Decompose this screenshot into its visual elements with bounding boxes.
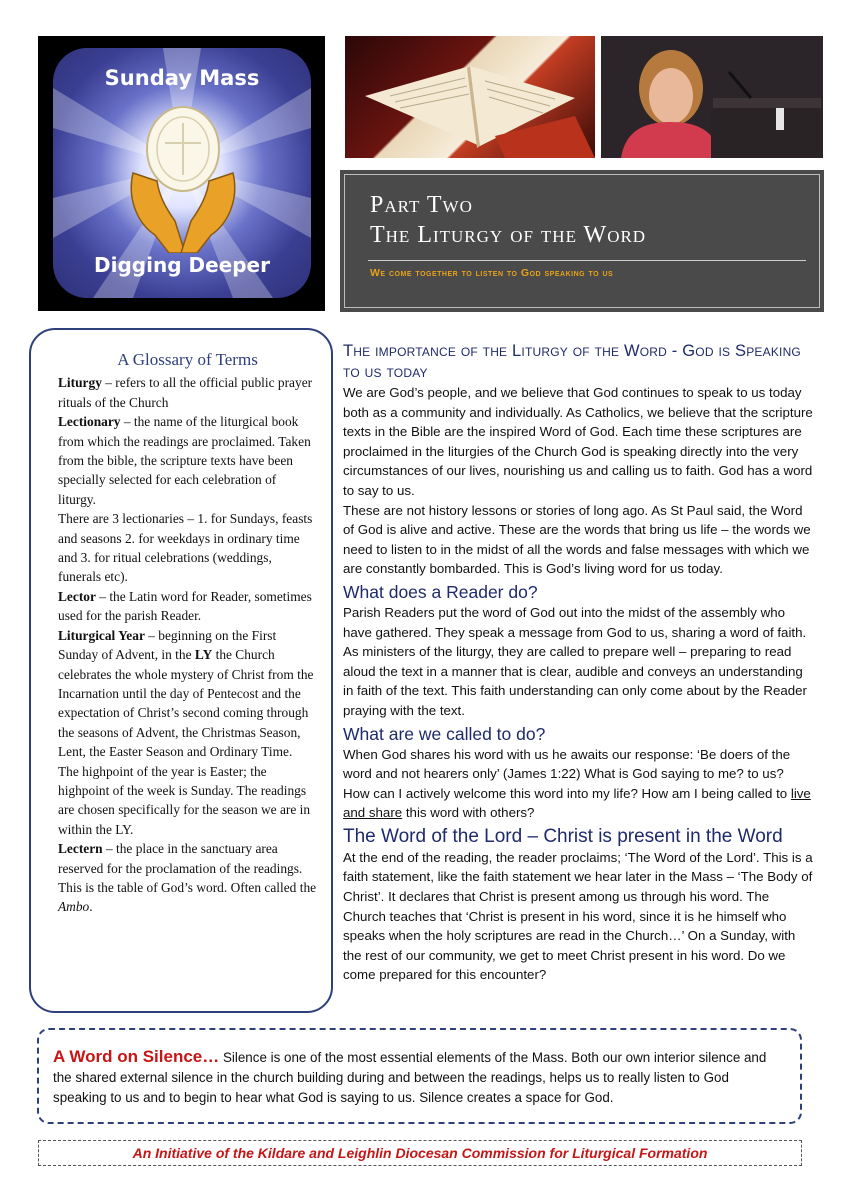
silence-body: Silence is one of the most essential elements of the Mass. Both our own interior silence and the shared external silence in the church building during and between the readings, helps us to really listen to God speaking to us and to begin to hear what God is saying to us. Silence creates a space for God.	[53, 1050, 767, 1105]
term-liturgical-year: Liturgical Year	[58, 627, 145, 643]
glossary-entry-liturgy	[58, 373, 317, 412]
reader-paragraph: Parish Readers put the word of God out into the midst of the assembly who have gathered. They speak a message from God to us, sharing a word of faith. As ministers of the liturgy, they are called to prepare well – preparing to read aloud the text in a manner that is clear, audible and conveys an understanding in faith of the text. This faith understanding can only come about by the Reader praying with the text.	[343, 604, 807, 718]
definition-liturgical-year-b: the Church celebrates the whole mystery of Christ from the Incarnation until the day of Pentecost and the expectation of Christ’s second coming through the seasons of Advent, the Christmas Season, Lent, the Easter Season and Ordinary Time.	[58, 647, 314, 760]
definition-liturgical-year-a: – beginning on the First Sunday of Advent, in the	[58, 627, 277, 663]
definition-lectern-end: .	[89, 899, 93, 915]
banner-divider	[368, 260, 806, 261]
logo-tile	[53, 48, 311, 298]
reader-image	[601, 36, 823, 158]
logo-subtitle: Digging Deeper	[94, 253, 270, 277]
lectionaries-note: There are 3 lectionaries – 1. for Sundays, feasts and seasons 2. for weekdays in ordinary time and 3. for ritual celebrations (weddings, funerals etc).	[58, 511, 313, 585]
reader-at-lectern-photo	[601, 36, 823, 158]
word-of-lord-paragraph: At the end of the reading, the reader proclaims; ‘The Word of the Lord’. This is a faith statement, like the faith statement we hear later in the Mass – ‘The Body of Christ’. It declares that Christ is present among us through his word. The Church teaches that ‘Christ is present in his word, since it is he himself who speaks when the holy scriptures are read in the Church…’ On a Sunday, with the rest of our community, we get to meet Christ present in his word. Do we come prepared for this encounter?	[343, 849, 813, 983]
part-heading: Part Two	[370, 192, 473, 218]
word-of-lord-heading: The Word of the Lord – Christ is present in the Word	[343, 825, 783, 847]
term-liturgy: Liturgy	[58, 375, 102, 391]
term-lectionary: Lectionary	[58, 414, 121, 430]
bible-image	[345, 36, 595, 158]
definition-lectern: – the place in the sanctuary area reserved for the proclamation of the readings. This is the table of God’s word. Often called the	[58, 841, 317, 895]
sunday-mass-logo	[38, 36, 325, 311]
glossary-box	[29, 328, 333, 1013]
called-text-b: this word with others?	[402, 805, 535, 821]
definition-lectionary: – the name of the liturgical book from which the readings are proclaimed. Taken from the bible, the scripture texts have been specially selected for each celebration of liturgy.	[58, 414, 311, 507]
glossary-entry-liturgical-year	[58, 626, 317, 762]
importance-paragraph-2: These are not history lessons or stories of long ago. As St Paul said, the Word of God is alive and active. These are the words that bring us life – the words we need to listen to in the midst of all the words and false messages with which we are constantly bombarded. This is God’s living word for us today.	[343, 502, 811, 577]
logo-title: Sunday Mass	[104, 66, 260, 90]
definition-liturgy: – refers to all the official public prayer rituals of the Church	[58, 375, 313, 410]
importance-heading: The importance of the Liturgy of the Word - God is Speaking to us today	[343, 342, 801, 381]
importance-paragraph-1: We are God’s people, and we believe that God continues to speak to us today both as a community and individually. As Catholics, we believe that the scripture texts in the Bible are the inspired Word of God. Each time these scriptures are proclaimed in the liturgies of the Church God is speaking directly into the very circumstances of our lives, nourishing us and calling us to faith. God has a word to say to us.	[343, 385, 813, 498]
silence-callout	[37, 1028, 802, 1124]
glossary-entry-lectern	[58, 839, 317, 917]
called-heading: What are we called to do?	[343, 723, 546, 744]
called-paragraph	[343, 745, 813, 823]
abbr-ly: LY	[194, 647, 213, 663]
open-bible-photo	[345, 36, 595, 158]
called-text-a: When God shares his word with us he awaits our response: ‘Be doers of the word and not hearers only’ (James 1:22) What is God saying to me? to us? How can I actively welcome this word into my life? How am I being called to	[343, 746, 791, 801]
page-title: The Liturgy of the Word	[370, 222, 647, 248]
footer-credit: An Initiative of the Kildare and Leighlin Diocesan Commission for Liturgical Formation	[38, 1140, 802, 1166]
glossary-entry-lector	[58, 587, 317, 626]
live-and-share-underline: live and share	[343, 785, 811, 821]
banner-subtitle: We come together to listen to God speaking to us	[370, 267, 614, 279]
term-ambo: Ambo	[58, 899, 90, 915]
glossary-entry-lectionary	[58, 412, 317, 509]
reader-heading: What does a Reader do?	[343, 581, 538, 602]
glossary-title: A Glossary of Terms	[117, 350, 258, 369]
term-lectern: Lectern	[58, 841, 103, 857]
term-lector: Lector	[58, 588, 96, 604]
highpoint-note: The highpoint of the year is Easter; the highpoint of the week is Sunday. The readings are chosen specifically for the season we are in within the LY.	[58, 763, 311, 837]
host-and-hands-icon	[125, 103, 241, 253]
definition-lector: – the Latin word for Reader, sometimes used for the parish Reader.	[58, 588, 312, 624]
silence-heading: A Word on Silence…	[53, 1047, 220, 1066]
main-article	[343, 341, 813, 985]
title-banner	[340, 170, 824, 312]
